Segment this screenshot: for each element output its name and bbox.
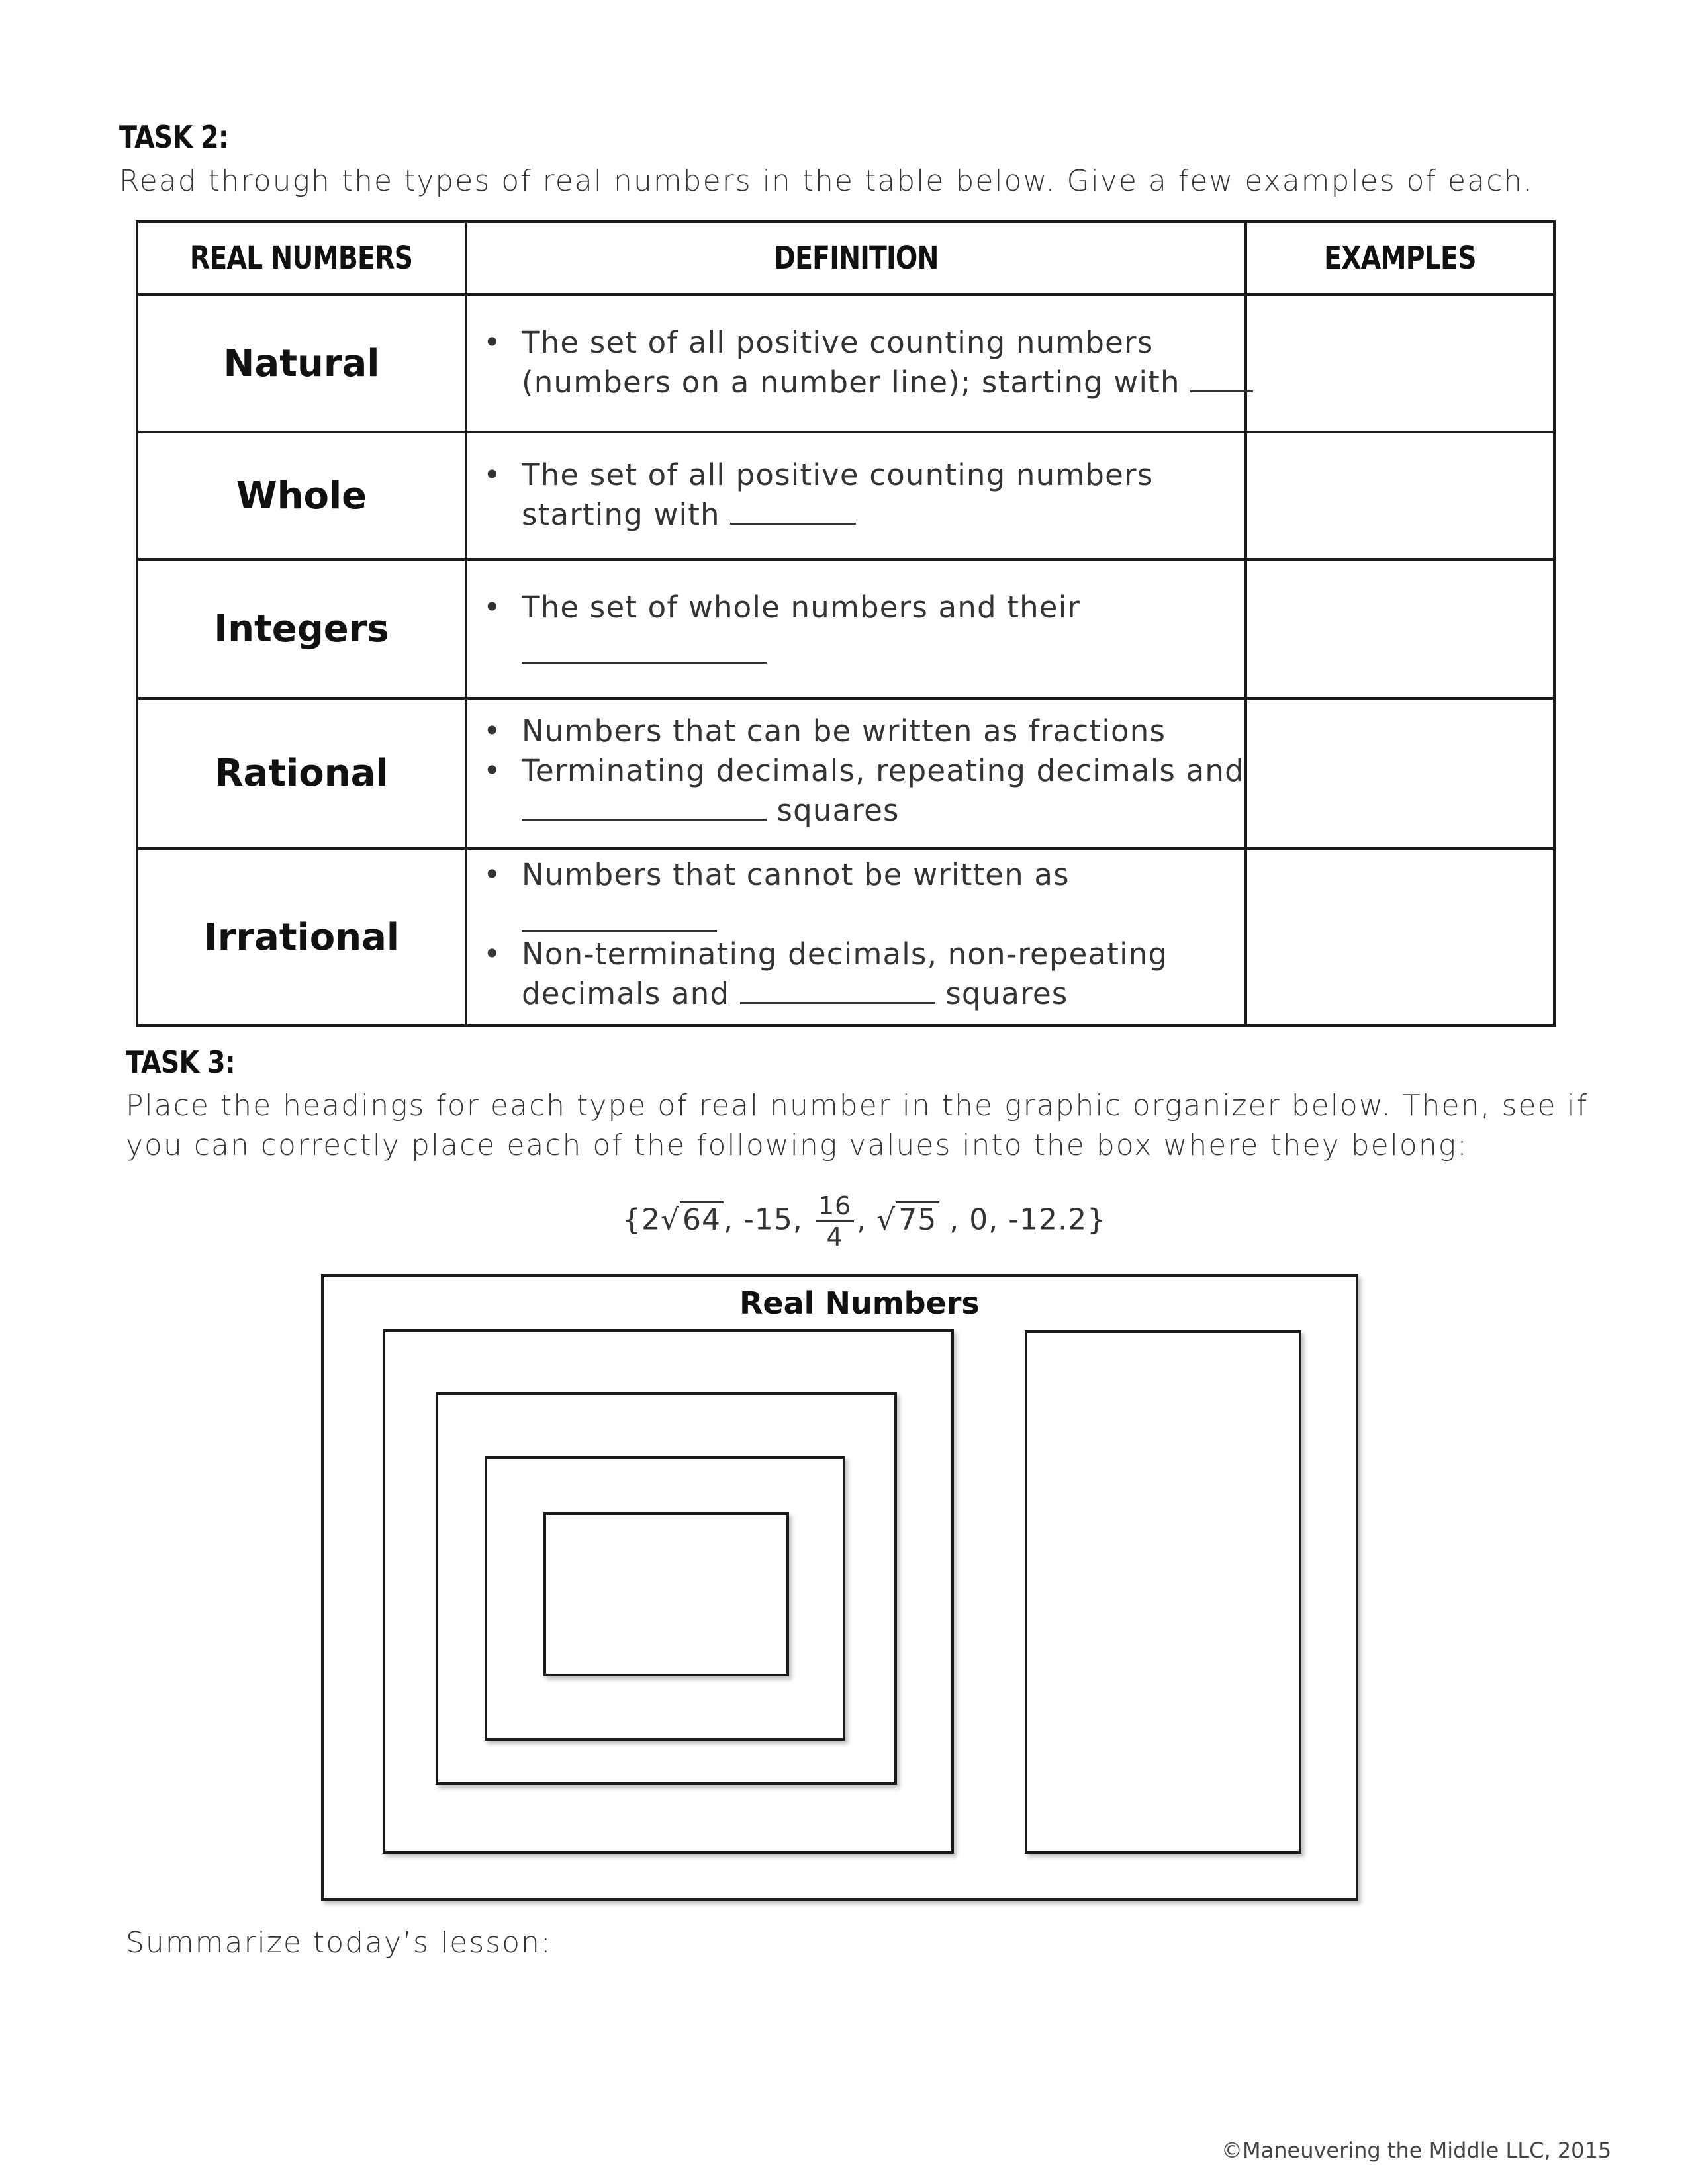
row-name-whole: Whole <box>236 474 367 518</box>
irrational-blank-1[interactable] <box>522 930 717 932</box>
header-definition: DEFINITION <box>773 240 939 277</box>
task2-instruction: Read through the types of real numbers in the table below. Give a few examples of each. <box>119 164 1534 198</box>
natural-def-line-1: • The set of all positive counting numbers <box>483 325 1154 360</box>
copyright-footer: ©Maneuvering the Middle LLC, 2015 <box>1221 2138 1612 2163</box>
rational-blank[interactable] <box>522 792 767 821</box>
rational-def-line-2: • Terminating decimals, repeating decimals and <box>483 753 1244 788</box>
natural-blank[interactable] <box>1190 364 1253 392</box>
integers-blank[interactable] <box>522 662 767 664</box>
irrational-def-line-1: • Numbers that cannot be written as <box>483 857 1070 892</box>
sqrt-64: √64 <box>661 1203 724 1237</box>
whole-blank[interactable] <box>730 496 856 525</box>
integers-def-line-1: • The set of whole numbers and their <box>483 590 1081 625</box>
row-name-rational: Rational <box>214 752 389 795</box>
irrational-box[interactable] <box>1025 1330 1301 1854</box>
task3-title: TASK 3: <box>126 1044 235 1080</box>
sqrt-75: √75 <box>876 1203 939 1237</box>
irrational-def-line-3: decimals and squares <box>522 976 1068 1011</box>
examples-cell-integers[interactable] <box>1247 561 1553 697</box>
value-set: {2√64, -15, $\frac{16}{4}$ , √75 , 0, -12.2} <box>622 1191 1107 1251</box>
examples-cell-natural[interactable] <box>1247 296 1553 431</box>
rational-def-line-1: • Numbers that can be written as fractions <box>483 713 1166 749</box>
examples-cell-whole[interactable] <box>1247 433 1553 558</box>
natural-def-line-2: (numbers on a number line); starting with <box>522 363 1253 402</box>
summary-label: Summarize today’s lesson: <box>126 1926 552 1960</box>
whole-def-line-1: • The set of all positive counting numbers <box>483 457 1154 492</box>
irrational-blank-2[interactable] <box>740 976 935 1004</box>
row-name-natural: Natural <box>223 341 380 385</box>
header-examples: EXAMPLES <box>1324 240 1476 277</box>
irrational-def-line-2: • Non-terminating decimals, non-repeating <box>483 936 1168 972</box>
examples-cell-irrational[interactable] <box>1247 850 1553 1024</box>
row-name-irrational: Irrational <box>203 915 400 959</box>
natural-box[interactable] <box>543 1512 789 1676</box>
whole-def-line-2: starting with <box>522 495 856 535</box>
task3-instruction-line-2: you can correctly place each of the following values into the box where they belong: <box>126 1128 1468 1162</box>
real-numbers-label: Real Numbers <box>739 1285 980 1321</box>
header-real-numbers: REAL NUMBERS <box>190 240 413 277</box>
task2-title: TASK 2: <box>119 119 228 155</box>
examples-cell-rational[interactable] <box>1247 700 1553 847</box>
task3-instruction-line-1: Place the headings for each type of real number in the graphic organizer below. Then, see if <box>126 1089 1589 1122</box>
fraction-16-over-4: $\frac{16}{4}$ <box>816 1191 854 1251</box>
row-name-integers: Integers <box>214 607 389 651</box>
rational-def-line-3: squares <box>522 791 900 831</box>
